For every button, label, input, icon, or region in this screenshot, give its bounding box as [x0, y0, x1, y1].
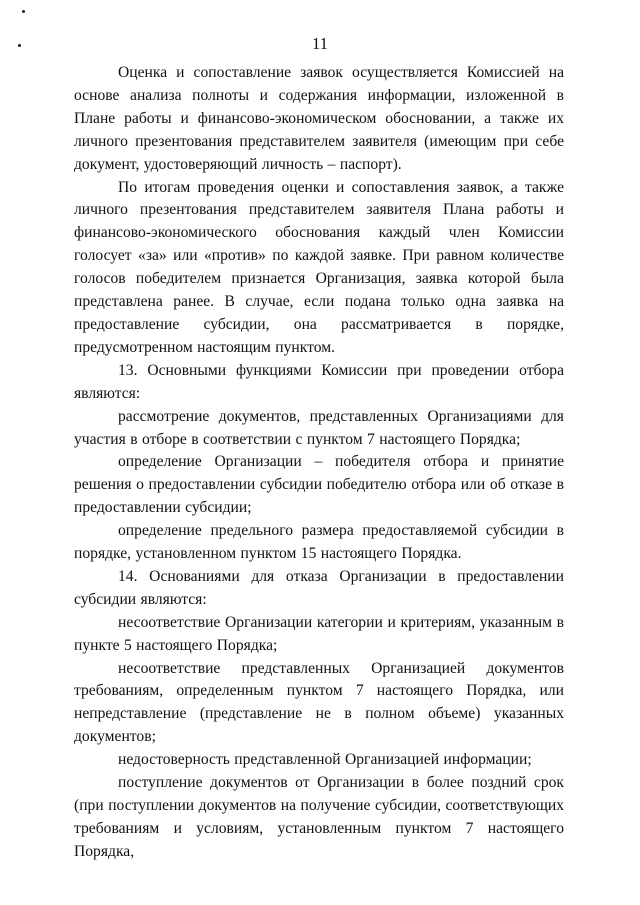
paragraph-14-item-3: недостоверность представленной Организацией информации; — [118, 751, 532, 769]
paragraph-13-item-1: рассмотрение документов, представленных Организациями для участия в отборе в соответствии с пунктом 7 настоящего Порядка; — [74, 407, 564, 448]
paragraph-13-item-3: определение предельного размера предоставляемой субсидии в порядке, установленном пунктом 15 настоящего Порядка. — [74, 522, 564, 563]
scan-speck — [22, 10, 25, 13]
paragraph-voting: По итогам проведения оценки и сопоставления заявок, а также личного презентования представителем заявителя Плана работы и финансово-экономического обоснования каждый член Комиссии голосует «за» или «против» по каждой заявке. При равном количестве голосов победителем признается Организация, заявка которой была представлена ранее. В случае, если подана только одна заявка на предоставление субсидии, она рассматривается в порядке, предусмотренном настоящим пунктом. — [74, 178, 564, 356]
paragraph-14-item-4: поступление документов от Организации в более поздний срок (при поступлении документов на получение субсидии, соответствующих требованиям и условиям, установленным пунктом 7 настоящего Порядка, — [74, 774, 564, 860]
document-body — [74, 62, 564, 864]
paragraph-14-item-2: несоответствие представленных Организацией документов требованиям, определенным пунктом 7 настоящего Порядка, или непредставление (представление не в полном объеме) указанных документов; — [74, 659, 564, 746]
paragraph-13-item-2: определение Организации – победителя отбора и принятие решения о предоставлении субсидии победителю отбора или об отказе в предоставлении субсидии; — [74, 453, 564, 517]
paragraph-evaluation: Оценка и сопоставление заявок осуществляется Комиссией на основе анализа полноты и содержания информации, изложенной в Плане работы и финансово-экономическом обосновании, а также их личного презентования представителем заявителя (имеющим при себе документ, удостоверяющий личность – паспорт). — [74, 64, 564, 173]
paragraph-14-heading: 14. Основаниями для отказа Организации в предоставлении субсидии являются: — [74, 567, 564, 608]
page-number: 11 — [311, 34, 329, 53]
paragraph-13-heading: 13. Основными функциями Комиссии при проведении отбора являются: — [74, 361, 564, 402]
paragraph-14-item-1: несоответствие Организации категории и критериям, указанным в пункте 5 настоящего Порядка; — [74, 613, 564, 654]
